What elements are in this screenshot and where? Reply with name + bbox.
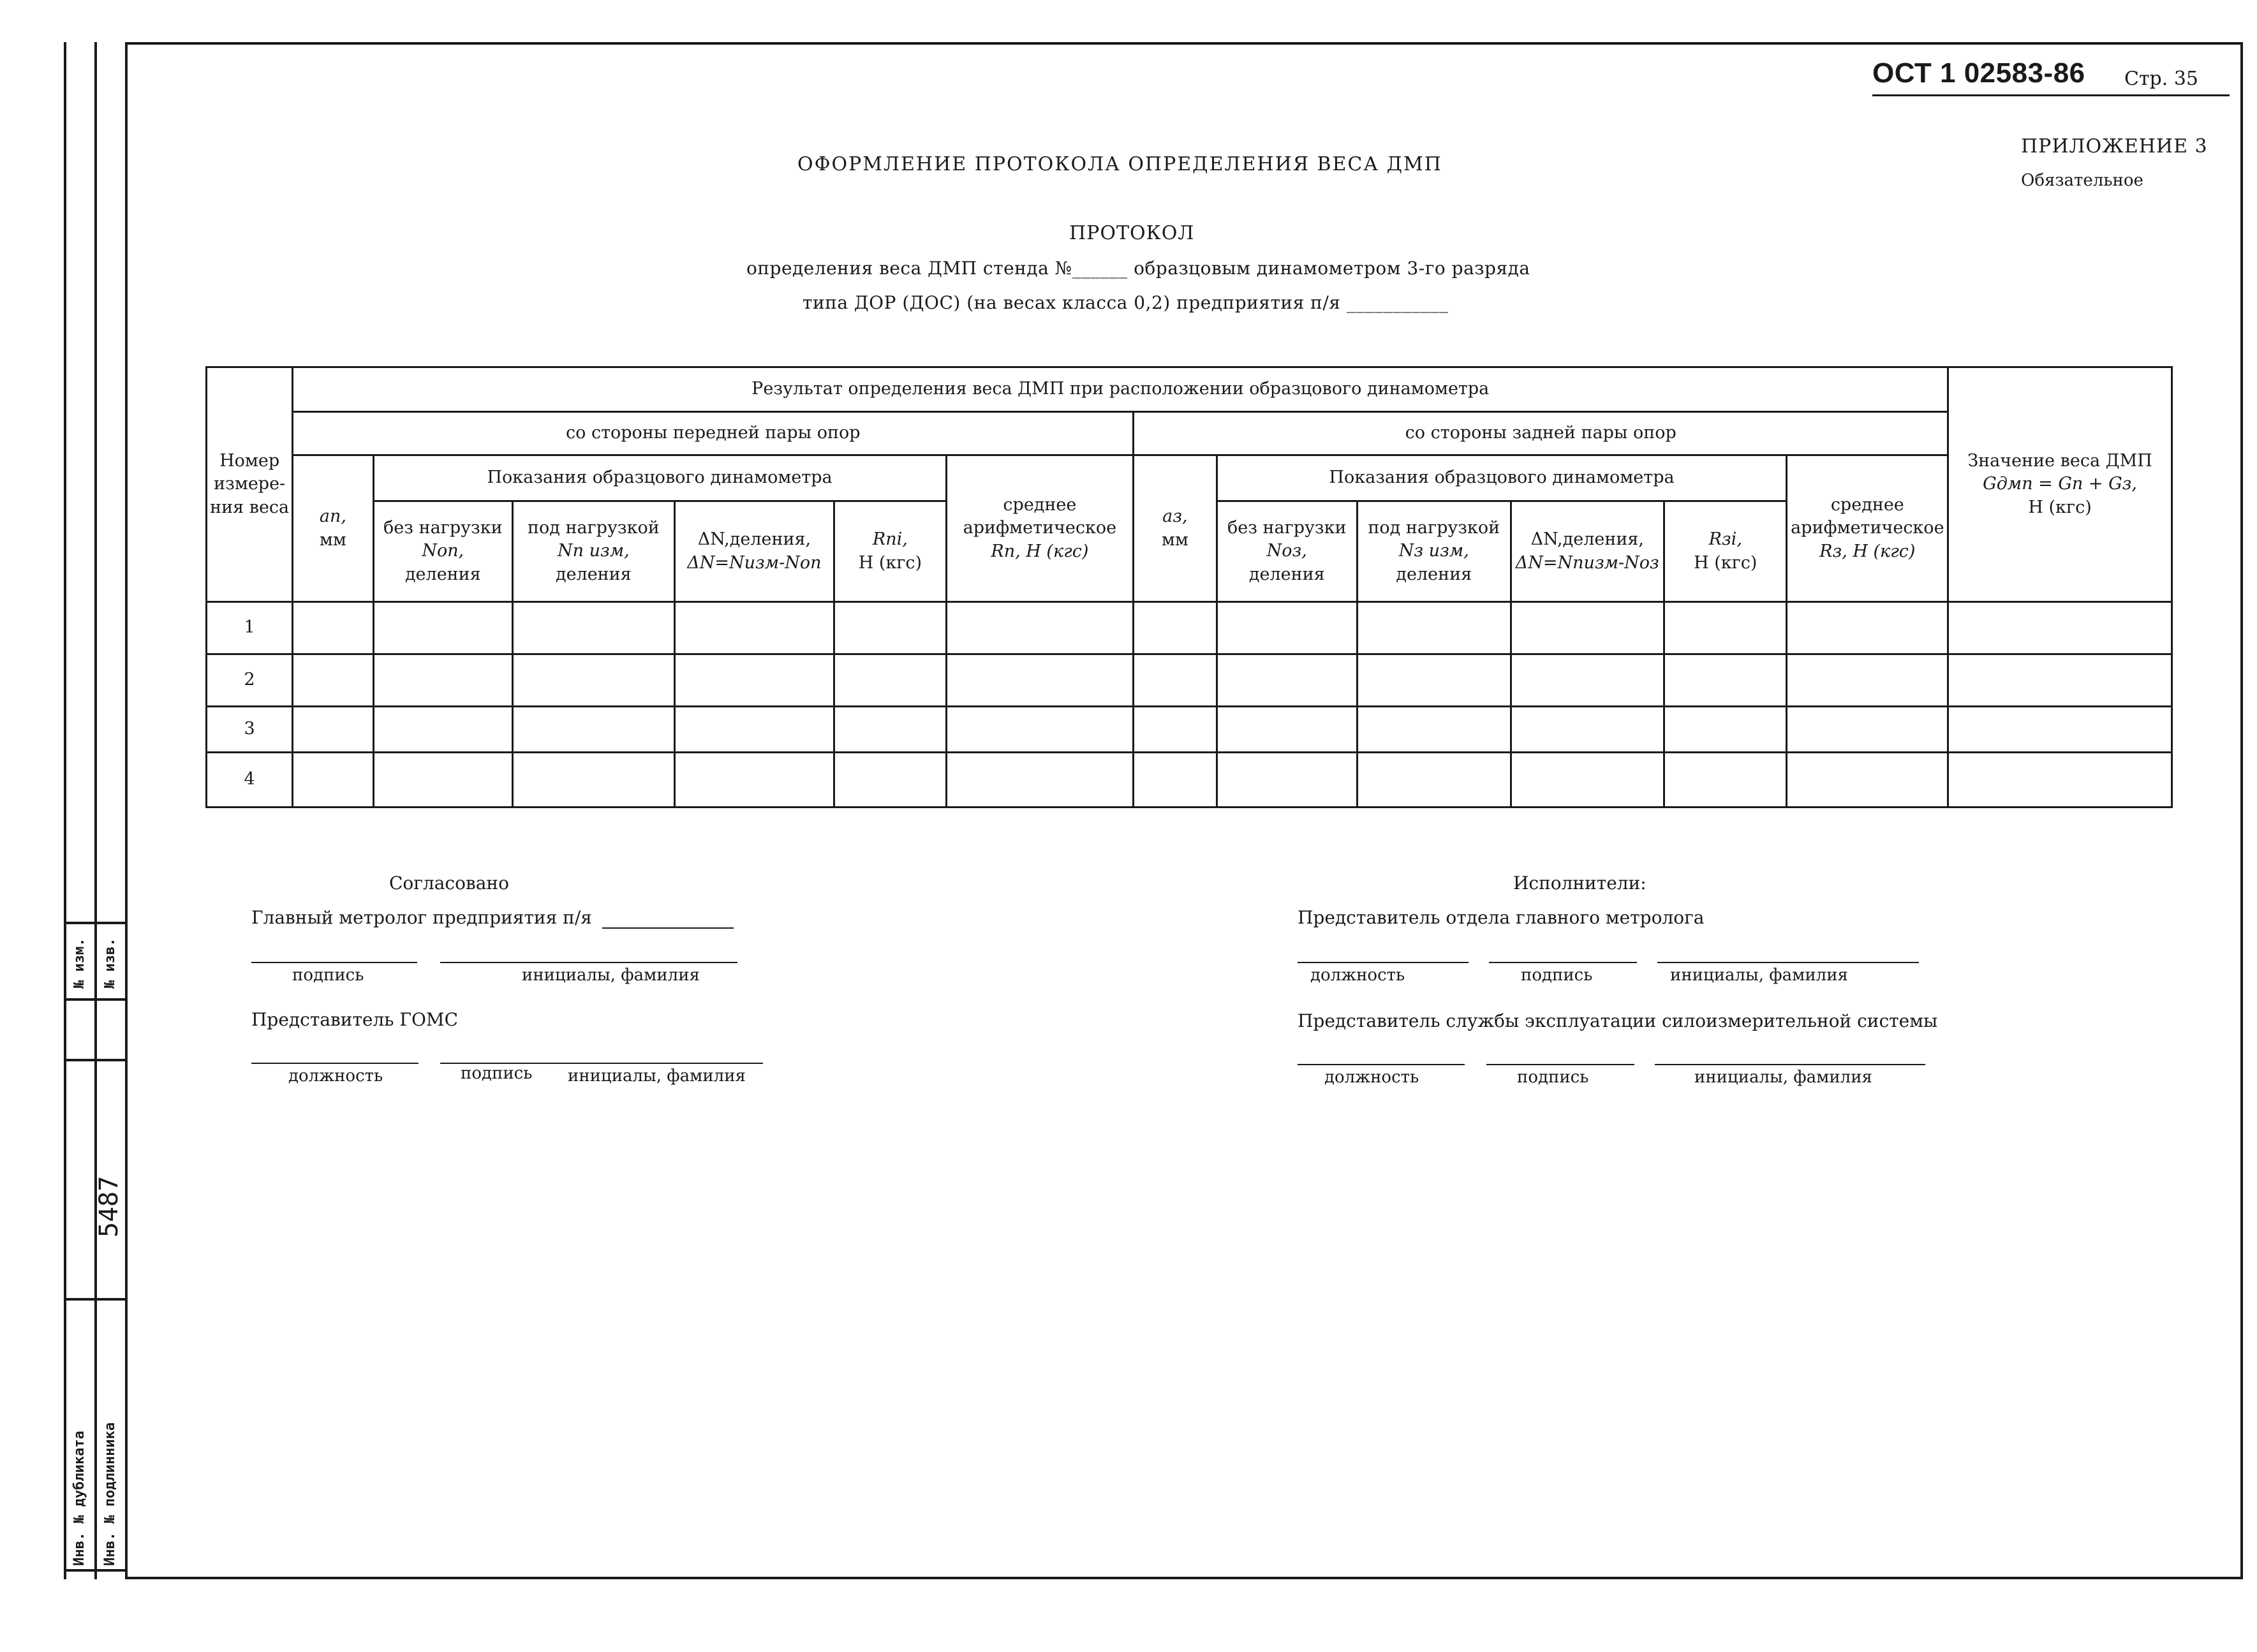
metrology-dept-rep-label: Представитель отдела главного метролога [1298,907,1705,928]
initials-label: инициалы, фамилия [1670,966,1848,985]
table-cell[interactable] [674,654,834,707]
front-r-header [834,501,946,602]
initials-label: инициалы, фамилия [568,1066,746,1086]
delta-label: ΔN,деления, [1530,529,1644,550]
change-no-label: № изм. [71,938,87,989]
initials-line[interactable] [1655,1064,1925,1065]
protocol-line-2: типа ДОР (ДОС) (на весах класса 0,2) предприятия п/я ___________ [803,292,1449,313]
table-cell[interactable] [373,654,512,707]
n-front-meas-symbol: Nп изм, [558,541,630,561]
front-delta-header [674,501,834,602]
no-load-label: без нагрузки [1227,517,1347,538]
rear-no-load-header [1217,501,1357,602]
appendix-label: ПРИЛОЖЕНИЕ 3 [2021,135,2208,158]
initials-label: инициалы, фамилия [1694,1068,1872,1087]
position-label: должность [1324,1068,1419,1087]
signature-label: подпись [1521,966,1593,985]
position-line[interactable] [251,1063,418,1064]
table-cell[interactable] [1948,602,2172,654]
table-cell[interactable] [1787,602,1948,654]
rear-side-header: со стороны задней пары опор [1134,412,1948,455]
table-cell[interactable] [1358,602,1511,654]
table-cell[interactable] [1511,707,1664,753]
service-rep-label: Представитель службы эксплуатации силоизмерительной системы [1298,1010,1938,1031]
weight-unit: Н (кгс) [2028,497,2092,517]
signature-line[interactable] [1486,1064,1634,1065]
page-number: Стр. 35 [2124,68,2199,90]
table-cell[interactable] [946,707,1134,753]
n-rear-0-symbol: Nоз, [1266,541,1307,561]
signature-line[interactable] [1489,962,1637,963]
table-cell[interactable] [513,602,675,654]
table-cell[interactable] [1664,602,1787,654]
table-cell[interactable] [293,654,373,707]
table-row [207,707,2172,753]
rear-mean-value: Rз, Н (кгс) [1819,541,1916,561]
table-cell[interactable] [1511,654,1664,707]
doc-code-underline [1872,94,2230,96]
signature-label: подпись [461,1064,533,1083]
a-front-unit: мм [319,529,346,550]
table-cell[interactable] [1217,707,1357,753]
weight-protocol-table [205,366,2173,808]
row-number: 1 [207,602,293,654]
delta-formula: ΔN=Nпизм-Nоз [1515,552,1659,573]
signature-label: подпись [1517,1068,1589,1087]
table-cell[interactable] [1664,753,1787,808]
table-cell[interactable] [293,602,373,654]
table-cell[interactable] [1358,707,1511,753]
agreed-label: Согласовано [389,873,509,894]
signature-label: подпись [292,966,364,985]
position-label: должность [288,1066,383,1086]
front-mean-value: Rп, Н (кгс) [991,541,1089,561]
chief-metrologist-line[interactable] [602,927,734,929]
table-cell[interactable] [1948,707,2172,753]
document-code: ОСТ 1 02583-86 [1872,57,2085,89]
rear-mean-header [1787,455,1948,602]
table-cell[interactable] [293,707,373,753]
front-under-load-header [513,501,675,602]
table-cell[interactable] [513,753,675,808]
n-rear-meas-symbol: Nз изм, [1398,541,1469,561]
a-rear-header [1134,455,1217,602]
table-cell[interactable] [674,707,834,753]
table-row [207,602,2172,654]
row-number: 3 [207,707,293,753]
weight-formula: Gдмп = Gп + Gз, [1983,474,2137,494]
table-cell[interactable] [834,707,946,753]
under-load-label: под нагрузкой [527,517,660,538]
table-cell[interactable] [373,602,512,654]
table-cell[interactable] [1787,654,1948,707]
table-row [207,654,2172,707]
rear-delta-header [1511,501,1664,602]
no-load-label: без нагрузки [383,517,503,538]
table-cell[interactable] [946,602,1134,654]
front-readings-header: Показания образцового динамометра [373,455,946,501]
initials-label: инициалы, фамилия [522,966,700,985]
rear-mean-label: среднее арифметическое [1791,494,1944,538]
divisions-label: деления [404,564,481,584]
table-cell[interactable] [674,753,834,808]
table-cell[interactable] [1134,753,1217,808]
table-cell[interactable] [1358,753,1511,808]
under-load-label: под нагрузкой [1368,517,1500,538]
front-mean-header [946,455,1134,602]
front-mean-label: среднее арифметическое [963,494,1117,538]
r-unit: Н (кгс) [858,552,922,573]
delta-formula: ΔN=Nизм-Nоп [687,552,822,573]
rear-under-load-header [1358,501,1511,602]
duplicate-inventory-label: Инв. № дубликата [71,1431,87,1566]
r-unit: Н (кгс) [1694,552,1758,573]
signature-line[interactable] [251,962,417,963]
r-rear-symbol: Rзi, [1708,529,1742,550]
table-cell[interactable] [1511,602,1664,654]
front-no-load-header [373,501,512,602]
notice-no-label: № изв. [102,938,118,989]
table-cell[interactable] [1664,654,1787,707]
rear-r-header [1664,501,1787,602]
initials-line[interactable] [440,962,737,963]
original-inventory-label: Инв. № подлинника [102,1422,118,1566]
r-front-symbol: Rпi, [872,529,908,550]
result-header: Результат определения веса ДМП при расположении образцового динамометра [293,367,1948,412]
measurement-number-header [207,367,293,602]
table-cell[interactable] [946,753,1134,808]
position-label: должность [1310,966,1405,985]
a-rear-unit: мм [1161,529,1188,550]
table-cell[interactable] [834,753,946,808]
rear-readings-header: Показания образцового динамометра [1217,455,1787,501]
table-cell[interactable] [513,654,675,707]
table-row [207,753,2172,808]
weight-value-label: Значение веса ДМП [1967,450,2152,471]
front-side-header: со стороны передней пары опор [293,412,1134,455]
position-line[interactable] [1298,1064,1465,1065]
table-cell[interactable] [834,654,946,707]
protocol-title: ПРОТОКОЛ [1069,222,1195,244]
table-cell[interactable] [1511,753,1664,808]
table-cell[interactable] [834,602,946,654]
page-title: ОФОРМЛЕНИЕ ПРОТОКОЛА ОПРЕДЕЛЕНИЯ ВЕСА ДМП [797,153,1442,175]
table-cell[interactable] [373,707,512,753]
executors-label: Исполнители: [1513,873,1647,894]
chief-metrologist-label: Главный метролог предприятия п/я [251,907,592,928]
table-cell[interactable] [373,753,512,808]
table-cell[interactable] [1134,654,1217,707]
a-rear-symbol: aз, [1162,506,1188,527]
delta-label: ΔN,деления, [697,529,811,550]
row-number: 2 [207,654,293,707]
row-number: 4 [207,753,293,808]
n-front-0-symbol: Nоп, [422,541,464,561]
table-cell[interactable] [674,602,834,654]
appendix-note: Обязательное [2021,171,2143,190]
table-cell[interactable] [1134,707,1217,753]
table-cell[interactable] [1948,753,2172,808]
table-cell[interactable] [1358,654,1511,707]
protocol-line-1: определения веса ДМП стенда №______ образцовым динамометром 3-го разряда [746,258,1530,279]
measurement-number-label: Номер измере-ния веса [210,450,290,517]
weight-value-header [1948,367,2172,602]
table-cell[interactable] [1664,707,1787,753]
divisions-label: деления [555,564,632,584]
table-cell[interactable] [946,654,1134,707]
table-cell[interactable] [1217,602,1357,654]
initials-line[interactable] [1657,962,1919,963]
position-line[interactable] [1298,962,1469,963]
table-cell[interactable] [1134,602,1217,654]
table-cell[interactable] [1948,654,2172,707]
table-cell[interactable] [293,753,373,808]
table-cell[interactable] [513,707,675,753]
goms-rep-label: Представитель ГОМС [251,1009,459,1030]
table-cell[interactable] [1787,753,1948,808]
table-cell[interactable] [1217,753,1357,808]
divisions-label: деления [1248,564,1325,584]
divisions-label: деления [1396,564,1472,584]
a-front-symbol: aп, [319,506,346,527]
inventory-number: 5487 [94,1176,124,1237]
table-cell[interactable] [1217,654,1357,707]
table-cell[interactable] [1787,707,1948,753]
a-front-header [293,455,373,602]
